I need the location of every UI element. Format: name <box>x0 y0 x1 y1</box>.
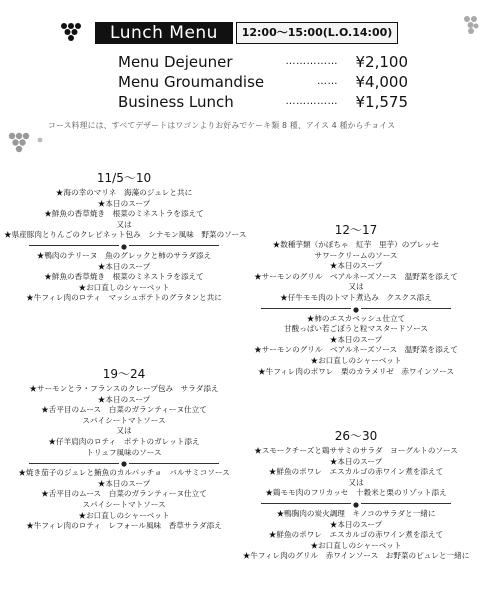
week-block-4 <box>236 428 476 562</box>
menu-line: 又は <box>348 477 364 487</box>
course-price: ¥1,575 <box>355 93 408 111</box>
menu-line: ★本日のスープ <box>97 261 151 271</box>
grape-icon <box>121 243 127 249</box>
course-price: ¥4,000 <box>355 73 408 91</box>
menu-line: ★本日のスープ <box>97 394 151 404</box>
menu-line: ★柿のエスカベッシュ仕立て <box>306 313 406 323</box>
menu-line: ★本日のスープ <box>329 519 383 529</box>
menu-line: ★本日のスープ <box>329 334 383 344</box>
menu-line: 甘酸っぱい若ごぼうと粒マスタードソース <box>284 324 428 334</box>
menu-line: ★数種芋類（かぼちゃ 紅芋 里芋）のプレッセ <box>272 240 440 249</box>
price-row-dejeuner <box>118 52 408 72</box>
menu-line: ★鮮魚の香草焼き 根菜のミネストラを添えて <box>44 272 204 282</box>
menu-line: ★舌平目のムース 白菜のガランティーヌ仕立て <box>41 405 207 415</box>
menu-line: ★スモークチーズと鶏ササミのサラダ ヨーグルトのソース <box>254 446 458 455</box>
menu-line: ★鮮魚のポワレ エスカルゴの赤ワイン煮を添えて <box>268 467 444 477</box>
week-date: 19～24 <box>102 367 146 381</box>
menu-line: ★牛フィレ肉のロティ マッシュポテトのグラタンと共に <box>26 293 222 303</box>
menu-title: Lunch Menu <box>95 22 233 44</box>
lunch-hours: 12:00～15:00(L.O.14:00) <box>236 22 398 44</box>
week-date: 12～17 <box>334 223 378 237</box>
menu-line: ★鮮魚の香草焼き 根菜のミネストラを添えて <box>44 209 204 219</box>
menu-line: ★お口直しのシャーベット <box>310 355 402 365</box>
ornament-divider <box>236 500 476 508</box>
menu-line: ★サーモンのグリル ベアルネーズソース 温野菜を添えて <box>254 345 458 355</box>
menu-line: ★牛フィレ肉のグリル 赤ワインソース お野菜のピュレと一緒に <box>242 551 470 561</box>
week-block-1 <box>4 170 247 304</box>
menu-line: 又は <box>116 426 132 436</box>
menu-line: スパイシートマトソース <box>82 415 166 425</box>
menu-line: スパイシートマトソース <box>82 499 166 509</box>
menu-line: ★本日のスープ <box>329 261 383 271</box>
menu-line: ★お口直しのシャーベット <box>78 282 170 292</box>
menu-line: ★鴨胸肉の炭火調理 キノコのサラダと一緒に <box>276 508 436 518</box>
leader-dots: …………… <box>285 96 338 107</box>
price-row-groumandise <box>118 72 408 92</box>
grape-decoration-icon <box>462 14 480 38</box>
course-price: ¥2,100 <box>355 53 408 71</box>
menu-line: ★牛フィレ肉のロティ レフォール風味 香草サラダ添え <box>26 521 222 531</box>
price-row-business <box>118 92 408 112</box>
menu-line: ★県産豚肉とりんごのクレピネット包み シナモン風味 野菜のソース <box>4 230 247 240</box>
menu-line: ★鴨肉のテリーヌ 魚のグレックと柿のサラダ添え <box>36 250 212 260</box>
menu-line: 又は <box>348 282 364 292</box>
course-name: Menu Dejeuner <box>118 53 233 71</box>
menu-line: ★本日のスープ <box>97 478 151 488</box>
menu-line: ★鶏モモ肉のフリカッセ 十穀米と栗のリゾット添え <box>265 488 447 498</box>
week-date: 26～30 <box>334 429 378 443</box>
dessert-note: コース料理には、すべてデザートはワゴンよりお好みでケーキ類 8 種、アイス 4 種からチョイス <box>48 121 396 130</box>
menu-line: ★本日のスープ <box>97 198 151 208</box>
course-name: Business Lunch <box>118 93 234 111</box>
week-date: 11/5～10 <box>96 171 152 185</box>
leader-dots: …………… <box>285 56 338 67</box>
menu-line: ★海の幸のマリネ 海藻のジュレと共に <box>55 188 193 197</box>
grape-icon <box>353 306 359 312</box>
ornament-divider <box>236 305 476 313</box>
menu-line: ★牛フィレ肉のポワレ 栗のカラメリゼ 赤ワインソース <box>258 366 454 376</box>
menu-line: ★仔牛モモ肉のトマト煮込み クスクス添え <box>280 292 432 302</box>
grape-icon <box>121 460 127 466</box>
menu-line: サワークリームのソース <box>314 250 398 260</box>
leader-dots: …… <box>317 76 338 87</box>
grape-decoration-icon <box>6 130 46 158</box>
menu-line: 又は <box>116 219 132 229</box>
menu-line: ★鮮魚のポワレ エスカルゴの赤ワイン煮を添えて <box>268 530 444 540</box>
week-block-3 <box>4 366 244 532</box>
ornament-divider <box>4 459 244 467</box>
menu-line: ★お口直しのシャーベット <box>310 540 402 550</box>
ornament-divider <box>4 242 244 250</box>
grape-icon <box>353 501 359 507</box>
menu-line: ★お口直しのシャーベット <box>78 510 170 520</box>
menu-line: ★舌平目のムース 白菜のガランティーヌ仕立て <box>41 489 207 499</box>
menu-line: ★焼き茄子のジュレと鮪魚のカルパッチョ バルサミコソース <box>18 468 230 478</box>
menu-line: ★サーモンとラ・フランスのクレープ包み サラダ添え <box>29 384 219 393</box>
grape-decoration-icon <box>60 22 84 44</box>
menu-line: ★サーモンのグリル ベアルネーズソース 温野菜を添えて <box>254 271 458 281</box>
menu-line: ★仔羊肩肉のロティ ポテトのガレット添え <box>48 436 200 446</box>
course-name: Menu Groumandise <box>118 73 265 91</box>
menu-line: ★本日のスープ <box>329 456 383 466</box>
week-block-2 <box>236 222 476 377</box>
menu-line: トリュフ風味のソース <box>86 447 162 457</box>
